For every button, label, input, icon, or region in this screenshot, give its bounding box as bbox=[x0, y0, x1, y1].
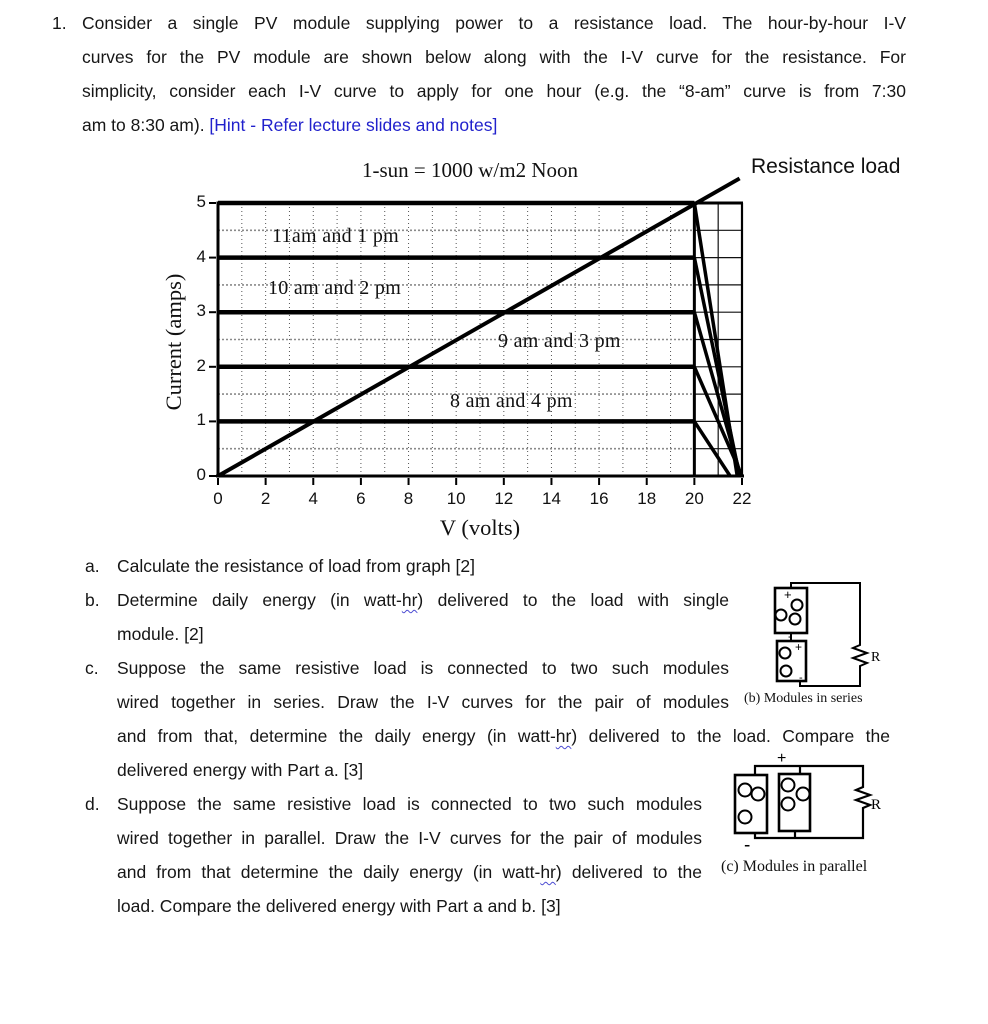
noon-curve-label: Noon bbox=[531, 158, 578, 182]
plus-terminal: + bbox=[777, 750, 787, 767]
x-tick-label: 20 bbox=[684, 489, 704, 508]
curve-label: 11am and 1 pm bbox=[272, 225, 400, 247]
y-tick-label: 4 bbox=[196, 246, 206, 266]
item-b-label: b. bbox=[85, 590, 100, 610]
item-c-text: and from that, determine the daily energy (in watt- bbox=[117, 726, 556, 746]
x-tick-label: 16 bbox=[589, 489, 609, 508]
cell-circle bbox=[782, 779, 795, 792]
item-d-line: wired together in parallel. Draw the I-V curves for the pair of modules bbox=[117, 828, 702, 848]
problem-line-text: am to 8:30 am). bbox=[82, 115, 210, 135]
x-tick-label: 10 bbox=[446, 489, 466, 508]
cell-circle bbox=[797, 788, 810, 801]
item-c-text: ) delivered to the load. Compare the bbox=[571, 726, 890, 746]
x-tick-label: 22 bbox=[732, 489, 752, 508]
cell-circle bbox=[752, 788, 765, 801]
x-tick-label: 14 bbox=[541, 489, 561, 508]
cell-circle bbox=[776, 610, 787, 621]
x-tick-label: 12 bbox=[494, 489, 514, 508]
spellcheck-squiggle-word: hr bbox=[540, 862, 556, 882]
x-tick-label: 18 bbox=[637, 489, 657, 508]
item-d-label: d. bbox=[85, 794, 100, 814]
item-d-text: ) delivered to the bbox=[555, 862, 702, 882]
item-b-text: ) delivered to the load with single bbox=[417, 590, 730, 610]
item-b-text: Determine daily energy (in watt- bbox=[117, 590, 402, 610]
resistor-label: R bbox=[871, 797, 882, 813]
resistor-icon bbox=[856, 785, 870, 810]
x-tick-label: 6 bbox=[356, 489, 366, 508]
problem-line: Consider a single PV module supplying power to a resistance load. The hour-by-hour I-V bbox=[82, 13, 906, 33]
item-a bbox=[85, 549, 475, 583]
item-d-text: and from that determine the daily energy (in watt- bbox=[117, 862, 541, 882]
problem-line: simplicity, consider each I-V curve to apply for one hour (e.g. the “8-am” curve is from 7:30 bbox=[82, 81, 906, 101]
item-c-label: c. bbox=[85, 658, 99, 678]
figure-c-caption: (c) Modules in parallel bbox=[721, 858, 868, 875]
cell-circle bbox=[739, 784, 752, 797]
item-c-line: Suppose the same resistive load is connected to two such modules bbox=[117, 658, 729, 678]
item-c-line: wired together in series. Draw the I-V curves for the pair of modules bbox=[117, 692, 729, 712]
resistor-label: R bbox=[871, 650, 881, 665]
item-d-line bbox=[117, 855, 702, 889]
x-tick-label: 2 bbox=[260, 489, 271, 508]
curve-label: 8 am and 4 pm bbox=[450, 390, 573, 412]
item-b bbox=[85, 583, 729, 651]
cell-circle bbox=[781, 666, 792, 677]
y-tick-label: 5 bbox=[196, 192, 206, 211]
x-tick-label: 4 bbox=[308, 489, 318, 508]
item-d bbox=[85, 787, 702, 923]
y-tick-label: 3 bbox=[196, 301, 206, 321]
spellcheck-squiggle-word: hr bbox=[401, 590, 418, 610]
plus-terminal: + bbox=[795, 640, 803, 654]
problem-number: 1. bbox=[52, 13, 67, 33]
cell-circle bbox=[782, 798, 795, 811]
item-a-label: a. bbox=[85, 556, 100, 576]
spellcheck-squiggle-word: hr bbox=[555, 726, 572, 746]
y-tick-label: 1 bbox=[196, 410, 206, 430]
cell-circle bbox=[739, 811, 752, 824]
item-a-line: Calculate the resistance of load from graph [2] bbox=[117, 556, 475, 576]
item-b-line: module. [2] bbox=[117, 624, 204, 644]
item-d-line: Suppose the same resistive load is connected to two such modules bbox=[117, 794, 702, 814]
resistance-load-label: Resistance load bbox=[751, 155, 901, 178]
figure-modules-in-series bbox=[740, 575, 950, 715]
problem-line bbox=[82, 108, 906, 142]
item-c-line: delivered energy with Part a. [3] bbox=[117, 760, 364, 780]
x-tick-label: 0 bbox=[213, 489, 223, 508]
chart-title bbox=[280, 158, 660, 183]
cell-circle bbox=[780, 648, 791, 659]
resistor-icon bbox=[853, 643, 867, 668]
chart-title-text: 1-sun = 1000 w/m2 bbox=[361, 158, 527, 182]
minus-terminal: - bbox=[799, 672, 803, 684]
x-axis-label: V (volts) bbox=[439, 515, 521, 540]
y-tick-label: 0 bbox=[196, 465, 206, 484]
item-c-line bbox=[117, 719, 890, 753]
plus-terminal: + bbox=[784, 587, 792, 602]
problem-statement bbox=[52, 6, 906, 142]
curve-label: 10 am and 2 pm bbox=[268, 277, 402, 299]
y-axis-label: Current (amps) bbox=[161, 273, 186, 411]
y-tick-label: 2 bbox=[196, 355, 206, 375]
iv-curve-chart bbox=[150, 155, 962, 557]
item-d-line: load. Compare the delivered energy with Part a and b. [3] bbox=[117, 896, 561, 916]
wire-bottom bbox=[800, 668, 860, 686]
cell-circle bbox=[792, 600, 803, 611]
figure-b-caption: (b) Modules in series bbox=[744, 691, 863, 706]
problem-line: curves for the PV module are shown below along with the I-V curve for the resistance. For bbox=[82, 47, 906, 67]
figure-modules-in-parallel bbox=[715, 750, 945, 895]
curve-label: 9 am and 3 pm bbox=[498, 330, 621, 352]
hint-text: [Hint - Refer lecture slides and notes] bbox=[209, 115, 498, 135]
item-b-line bbox=[117, 583, 729, 617]
minus-terminal: - bbox=[744, 835, 751, 856]
minus-terminal: - bbox=[788, 629, 792, 643]
x-tick-label: 8 bbox=[403, 489, 414, 508]
cell-circle bbox=[790, 614, 801, 625]
pv-module-box bbox=[735, 775, 767, 833]
